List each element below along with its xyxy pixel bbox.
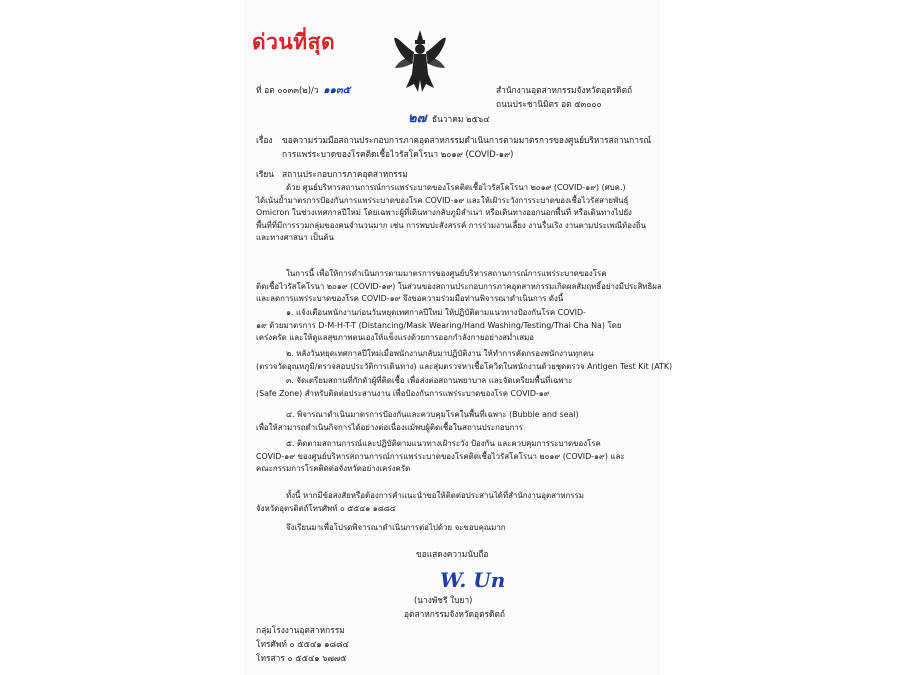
recipient-text: สถานประกอบการภาคอุตสาหกรรม <box>282 169 408 179</box>
recipient-label: เรียน <box>256 169 274 179</box>
subject-label: เรื่อง <box>256 135 273 145</box>
issuer-address: ถนนประชานิมิตร อต ๕๓๐๐๐ <box>496 99 602 109</box>
garuda-emblem-icon <box>392 28 448 94</box>
subject-line-1: ขอความร่วมมือสถานประกอบการภาคอุตสาหกรรมดำเนินการตามมาตรการของศูนย์บริหารสถานการณ์ <box>282 135 652 145</box>
date-day-handwritten: ๒๗ <box>408 111 427 126</box>
paragraph-line: (ตรวจวัดอุณหภูมิ/ตรวจสอบประวัติการเดินทาง) และสุ่มตรวจหาเชื้อโควิดในพนักงานด้วยชุดตรวจ Antigen Test Kit (ATK) <box>256 361 673 371</box>
paragraph-line: ในการนี้ เพื่อให้การดำเนินการตามมาตรการของศูนย์บริหารสถานการณ์การแพร่ระบาดของโรค <box>286 269 607 278</box>
date-month-year: ธันวาคม ๒๕๖๔ <box>432 114 490 124</box>
subject-line-2: การแพร่ระบาดของโรคติดเชื้อไวรัสโคโรนา ๒๐๑๙ (COVID-๑๙) <box>282 149 514 159</box>
reference-number: ที่ อต ๐๐๓๓(๒)/ว ๑๑๓๕ <box>256 85 351 96</box>
paragraph-line: ๔. พิจารณาดำเนินมาตรการป้องกันและควบคุมโรคในพื้นที่เฉพาะ (Bubble and seal) <box>286 410 579 419</box>
paragraph-line: Omicron ในช่วงเทศกาลปีใหม่ โดยเฉพาะผู้ที่เดินทางกลับภูมิลำเนา หรือเดินทางออกนอกพื้นที่ หรือเดินทางไปยัง <box>256 208 632 218</box>
paragraph-1 <box>256 182 646 245</box>
paragraph-line: ๑. แจ้งเตือนพนักงานก่อนวันหยุดเทศกาลปีใหม่ ให้ปฏิบัติตามแนวทางป้องกันโรค COVID- <box>286 308 586 317</box>
paragraph-line: คณะกรรมการโรคติดต่อจังหวัดอย่างเคร่งครัด <box>256 464 411 474</box>
paragraph-line: ทั้งนี้ หากมีข้อสงสัยหรือต้องการคำแนะนำขอให้ติดต่อประสานได้ที่สำนักงานอุตสาหกรรม <box>286 491 584 500</box>
paragraph-line: และทางศาสนา เป็นต้น <box>256 233 334 243</box>
paragraph-line: ได้เน้นย้ำมาตรการป้องกันการแพร่ระบาดของโรค COVID-๑๙ และให้เฝ้าระวังการระบาดของเชื้อไวรัสสายพันธุ์ <box>256 195 629 205</box>
footer-phone: โทรศัพท์ ๐ ๕๕๔๑ ๑๘๘๔ <box>256 639 349 649</box>
paragraph-line: จังหวัดอุตรดิตถ์โทรศัพท์ ๐ ๕๕๔๑ ๑๘๘๔ <box>256 503 396 513</box>
paragraph-line: เพื่อให้สามารถดำเนินกิจการได้อย่างต่อเนื่องแม้พบผู้ติดเชื้อในสถานประกอบการ <box>256 422 524 432</box>
paragraph-line: ๒. หลังวันหยุดเทศกาลปีใหม่เมื่อพนักงานกลับมาปฏิบัติงาน ให้ทำการคัดกรองพนักงานทุกคน <box>286 349 594 358</box>
paragraph-line: เคร่งครัด และให้ดูแลสุขภาพตนเองให้แข็งแรงด้วยการออกกำลังกายอย่างสม่ำเสมอ <box>256 333 535 343</box>
paragraph-line: COVID-๑๙ ของศูนย์บริหารสถานการณ์การแพร่ระบาดของโรคติดเชื้อไวรัสโคโรนา ๒๐๑๙ (COVID-๑๙) และ <box>256 451 625 461</box>
closing-line: จึงเรียนมาเพื่อโปรดพิจารณาดำเนินการต่อไปด้วย จะขอบคุณมาก <box>286 523 506 532</box>
paragraph-line: ๑๙ ด้วยมาตรการ D-M-H-T-T (Distancing/Mask Wearing/Hand Washing/Testing/Thai Cha Na) โดย <box>256 320 622 330</box>
issuer-office: สำนักงานอุตสาหกรรมจังหวัดอุตรดิตถ์ <box>496 85 633 95</box>
item-4 <box>256 409 579 434</box>
handwritten-signature: W. Un <box>440 568 506 592</box>
item-1 <box>256 307 621 345</box>
signer-position: อุตสาหกรรมจังหวัดอุตรดิตถ์ <box>404 609 505 619</box>
signer-name: (นางพัชรี ใบยา) <box>414 595 473 605</box>
item-2 <box>256 348 672 373</box>
item-3 <box>256 375 572 400</box>
item-5 <box>256 438 625 476</box>
paragraph-3 <box>256 490 584 515</box>
paragraph-line: ๓. จัดเตรียมสถานที่กักตัวผู้ที่ติดเชื้อ เพื่อส่งต่อสถานพยาบาล และจัดเตรียมพื้นที่เฉพาะ <box>286 376 573 385</box>
footer-fax: โทรสาร ๐ ๕๕๔๑ ๖๗๗๕ <box>256 653 347 663</box>
salutation: ขอแสดงความนับถือ <box>416 549 489 559</box>
paragraph-line: ติดเชื้อไวรัสโคโรนา ๒๐๑๙ (COVID-๑๙) ในส่วนของสถานประกอบการภาคอุตสาหกรรมเกิดผลสัมฤทธิ์อย่างมีประสิทธิผล <box>256 281 662 291</box>
paragraph-line: ด้วย ศูนย์บริหารสถานการณ์การแพร่ระบาดของโรคติดเชื้อไวรัสโคโรนา ๒๐๑๙ (COVID-๑๙) (ศบค.) <box>286 183 626 192</box>
urgency-stamp: ด่วนที่สุด <box>252 30 336 54</box>
paragraph-line: และลดการแพร่ระบาดของโรค COVID-๑๙ จึงขอความร่วมมือท่านพิจารณาดำเนินการ ดังนี้ <box>256 294 564 304</box>
paragraph-line: (Safe Zone) สำหรับติดต่อประสานงาน เพื่อป้องกันการแพร่ระบาดของโรค COVID-๑๙ <box>256 388 550 398</box>
paragraph-line: พื้นที่ที่มีการรวมกลุ่มของคนจำนวนมาก เช่น การพบปะสังสรรค์ การร่วมงานเลี้ยง งานรื่นเริง งานตามประเพณีท้องถิ่น <box>256 220 647 230</box>
paragraph-line: ๕. ติดตามสถานการณ์และปฏิบัติตามแนวทางเฝ้าระวัง ป้องกัน และควบคุมการระบาดของโรค <box>286 439 601 448</box>
footer-department: กลุ่มโรงงานอุตสาหกรรม <box>256 625 345 635</box>
paragraph-2 <box>256 268 662 306</box>
